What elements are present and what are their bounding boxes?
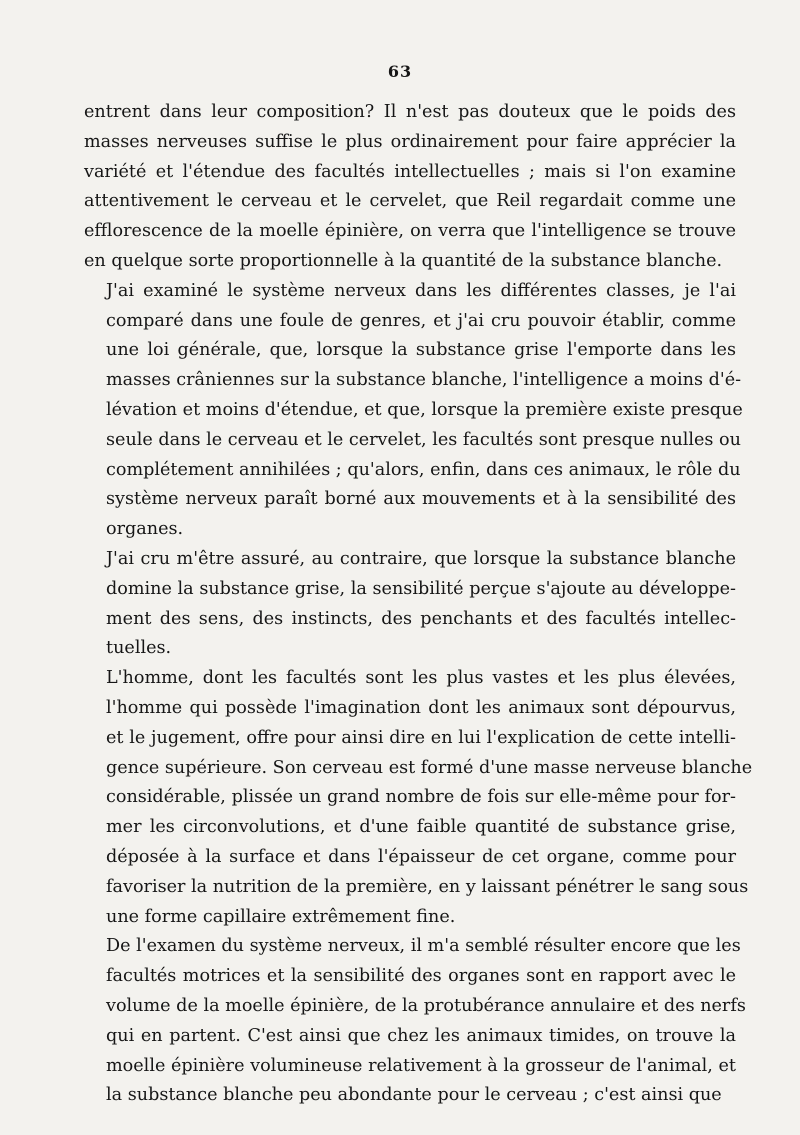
- text-line: moelle épinière volumineuse relativement à la grosseur de l'animal, et: [106, 1055, 736, 1076]
- text-line: De l'examen du système nerveux, il m'a semblé résulter encore que les: [106, 936, 741, 957]
- text-line: J'ai examiné le système nerveux dans les différentes classes, je l'ai: [106, 280, 736, 301]
- paragraph: [84, 664, 753, 932]
- text-line: complétement annihilées ; qu'alors, enfin, dans ces animaux, le rôle du: [106, 459, 741, 480]
- paragraph: [84, 932, 746, 1111]
- text-line: facultés motrices et la sensibilité des organes sont en rapport avec le: [106, 966, 736, 987]
- text-line: J'ai cru m'être assuré, au contraire, que lorsque la substance blanche: [106, 548, 736, 569]
- text-line: lévation et moins d'étendue, et que, lorsque la première existe presque: [106, 399, 743, 420]
- paragraph: [84, 277, 743, 545]
- text-line: système nerveux paraît borné aux mouvements et à la sensibilité des: [106, 489, 736, 510]
- text-line: comparé dans une foule de genres, et j'ai cru pouvoir établir, comme: [106, 310, 736, 331]
- paragraph: [84, 98, 736, 277]
- text-line: variété et l'étendue des facultés intellectuelles ; mais si l'on examine: [84, 161, 736, 182]
- body-text: [84, 98, 753, 1111]
- text-line: gence supérieure. Son cerveau est formé d'une masse nerveuse blanche: [106, 757, 753, 778]
- text-line: volume de la moelle épinière, de la protubérance annulaire et des nerfs: [106, 995, 746, 1016]
- paragraph: [84, 545, 736, 664]
- text-line: déposée à la surface et dans l'épaisseur de cet organe, comme pour: [106, 846, 736, 867]
- text-line: L'homme, dont les facultés sont les plus vastes et les plus élevées,: [106, 668, 736, 689]
- text-line: une loi générale, que, lorsque la substance grise l'emporte dans les: [106, 340, 736, 361]
- text-line: masses nerveuses suffise le plus ordinairement pour faire apprécier la: [84, 131, 736, 152]
- text-line: l'homme qui possède l'imagination dont les animaux sont dépourvus,: [106, 697, 736, 718]
- text-line: en quelque sorte proportionnelle à la quantité de la substance blanche.: [84, 250, 723, 271]
- text-line: entrent dans leur composition? Il n'est pas douteux que le poids des: [84, 102, 736, 122]
- text-line: mer les circonvolutions, et d'une faible quantité de substance grise,: [106, 817, 736, 838]
- text-line: masses crâniennes sur la substance blanche, l'intelligence a moins d'é-: [106, 370, 742, 391]
- text-line: organes.: [106, 519, 184, 540]
- text-line: domine la substance grise, la sensibilité perçue s'ajoute au développe-: [106, 578, 736, 599]
- text-line: la substance blanche peu abondante pour le cerveau ; c'est ainsi que: [106, 1085, 722, 1106]
- text-line: ment des sens, des instincts, des penchants et des facultés intellec-: [106, 608, 736, 629]
- text-line: qui en partent. C'est ainsi que chez les animaux timides, on trouve la: [106, 1025, 736, 1046]
- text-line: considérable, plissée un grand nombre de fois sur elle-même pour for-: [106, 787, 736, 808]
- text-line: attentivement le cerveau et le cervelet, que Reil regardait comme une: [84, 191, 736, 212]
- text-line: efflorescence de la moelle épinière, on verra que l'intelligence se trouve: [84, 221, 736, 242]
- text-line: favoriser la nutrition de la première, en y laissant pénétrer le sang sous: [106, 876, 749, 897]
- page-number: 63: [387, 62, 413, 81]
- text-line: une forme capillaire extrêmement fine.: [106, 906, 456, 927]
- text-line: tuelles.: [106, 638, 172, 659]
- text-line: et le jugement, offre pour ainsi dire en lui l'explication de cette intelli-: [106, 727, 736, 748]
- text-line: seule dans le cerveau et le cervelet, les facultés sont presque nulles ou: [106, 429, 741, 450]
